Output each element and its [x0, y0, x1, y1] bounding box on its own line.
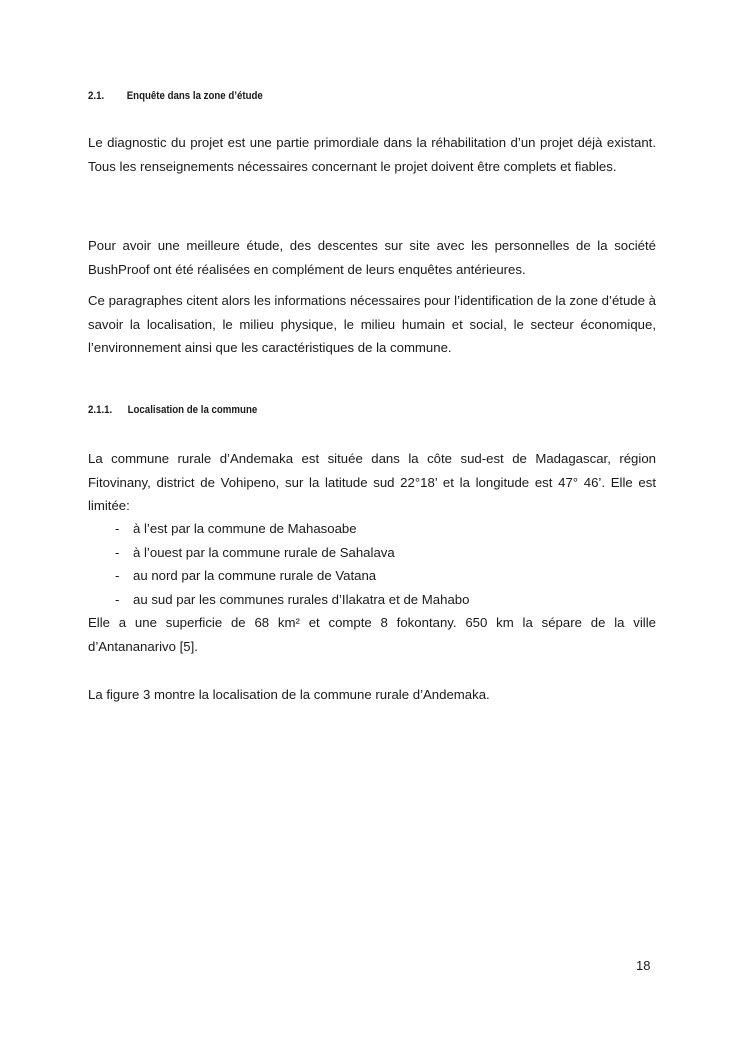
paragraph-figure-reference: La figure 3 montre la localisation de la commune rurale d’Andemaka. — [88, 687, 490, 702]
section-number: 2.1. — [88, 90, 105, 102]
paragraph-diagnostic: Le diagnostic du projet est une partie primordiale dans la réhabilitation d’un projet déjà existant. Tous les renseignements nécessaires concernant le projet doivent être complets et fiables. — [88, 135, 656, 174]
bullet-dash: - — [115, 544, 120, 560]
bullet-dash: - — [115, 568, 120, 583]
list-item-text: à l’est par la commune de Mahasoabe — [133, 521, 357, 536]
paragraph-localisation-intro: La commune rurale d’Andemaka est située dans la côte sud-est de Madagascar, région Fitovinany, district de Vohipeno, sur la latitude sud 22°18’ et la longitude est 47° 46’. Elle est limitée: — [88, 451, 656, 513]
list-item — [88, 541, 656, 565]
paragraph-descentes: Pour avoir une meilleure étude, des descentes sur site avec les personnelles de la société BushProof ont été réalisées en complément de leurs enquêtes antérieures. — [88, 238, 656, 277]
list-item-text: à l’ouest par la commune rurale de Sahalava — [133, 544, 395, 560]
subsection-heading — [88, 404, 257, 416]
page-number: 18 — [636, 958, 651, 973]
bullet-dash: - — [115, 591, 120, 607]
paragraph-informations: Ce paragraphes citent alors les informations nécessaires pour l’identification de la zone d’étude à savoir la localisation, le milieu physique, le milieu humain et social, le secteur économique, l’environnement ainsi que les caractéristiques de la commune. — [88, 293, 656, 355]
list-item — [88, 564, 656, 588]
boundary-list — [88, 517, 656, 611]
section-heading — [88, 90, 263, 102]
list-item-text: au sud par les communes rurales d’Ilakatra et de Mahabo — [133, 591, 470, 607]
paragraph-superficie: Elle a une superficie de 68 km² et compte 8 fokontany. 650 km la sépare de la ville d’Antananarivo [5]. — [88, 615, 656, 654]
list-item — [88, 517, 656, 541]
list-item-text: au nord par la commune rurale de Vatana — [133, 568, 377, 583]
list-item — [88, 588, 656, 612]
subsection-number: 2.1.1. — [88, 404, 113, 416]
subsection-title: Localisation de la commune — [127, 404, 258, 416]
bullet-dash: - — [115, 521, 120, 536]
section-title: Enquête dans la zone d’étude — [126, 90, 263, 102]
